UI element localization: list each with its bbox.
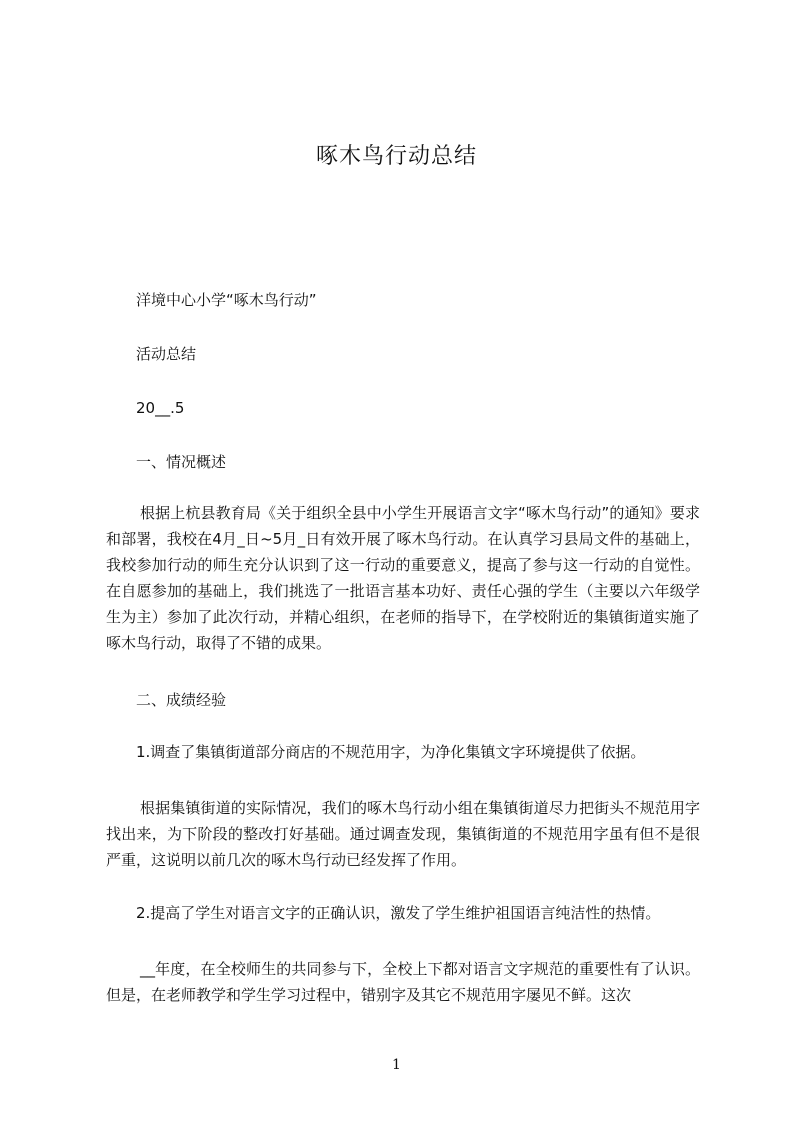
date-line: 20__.5 (136, 399, 185, 417)
section2-heading: 二、成绩经验 (136, 691, 227, 709)
section1-heading: 一、情况概述 (136, 453, 227, 471)
section1-paragraph: 根据上杭县教育局《关于组织全县中小学生开展语言文字“啄木鸟行动”的通知》要求和部署，我校在4月_日~5月_日有效开展了啄木鸟行动。在认真学习县局文件的基础上，我校参加行动的师生充分认识到了这一行动的重要意义，提高了参与这一行动的自觉性。在自愿参加的基础上，我们挑选了一批语言基本功好、责任心强的学生（主要以六年级学生为主）参加了此次行动，并精心组织，在老师的指导下，在学校附近的集镇街道实施了啄木鸟行动，取得了不错的成果。 (106, 504, 700, 652)
page-number: 1 (392, 1057, 401, 1073)
point2-paragraph: __年度，在全校师生的共同参与下，全校上下都对语言文字规范的重要性有了认识。但是，在老师教学和学生学习过程中，错别字及其它不规范用字屡见不鲜。这次 (106, 960, 700, 1004)
document-title: 啄木鸟行动总结 (315, 144, 477, 169)
point1-paragraph: 根据集镇街道的实际情况，我们的啄木鸟行动小组在集镇街道尽力把街头不规范用字找出来，为下阶段的整改打好基础。通过调查发现，集镇街道的不规范用字虽有但不是很严重，这说明以前几次的啄木鸟行动已经发挥了作用。 (106, 799, 700, 869)
summary-line: 活动总结 (136, 345, 197, 363)
school-line: 洋境中心小学“啄木鸟行动” (136, 291, 317, 309)
point2-heading: 2.提高了学生对语言文字的正确认识，激发了学生维护祖国语言纯洁性的热情。 (136, 904, 661, 922)
point1-heading: 1.调查了集镇街道部分商店的不规范用字，为净化集镇文字环境提供了依据。 (136, 743, 646, 761)
